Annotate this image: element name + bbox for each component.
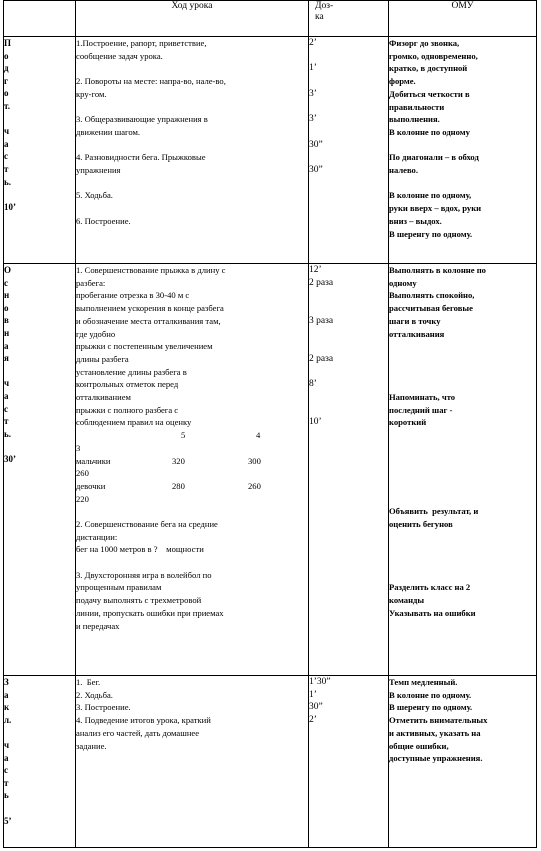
header-col-omu: ОМУ bbox=[389, 1, 537, 37]
section-label-letter: о bbox=[4, 88, 9, 99]
dosage bbox=[309, 676, 389, 848]
omu-line: последний шаг - bbox=[389, 404, 453, 415]
omu-line: правильности bbox=[389, 101, 445, 112]
section-label-letter: т bbox=[4, 416, 9, 427]
section-row-preparatory bbox=[4, 37, 537, 264]
lesson-content bbox=[76, 37, 309, 264]
lesson-line: прыжки с полного разбега с bbox=[76, 404, 179, 415]
lesson-line: движении шагом. bbox=[76, 126, 141, 137]
dosage-value: 3’ bbox=[309, 114, 317, 125]
norms-boys-3: 260 bbox=[76, 468, 89, 479]
norms-boys-4: 300 bbox=[248, 455, 261, 466]
header-col-lesson-course: Ход урока bbox=[76, 1, 309, 37]
dosage-value bbox=[309, 391, 388, 404]
section-label-letter: о bbox=[4, 50, 9, 61]
omu-line bbox=[389, 378, 536, 391]
omu-line-list bbox=[389, 264, 536, 619]
dosage-value bbox=[309, 151, 388, 164]
lesson-line: 3. Общеразвивающие упражнения в bbox=[76, 114, 208, 125]
lesson-line: 2. Повороты на месте: напра-во, нале-во, bbox=[76, 76, 226, 87]
lesson-line: 1.Построение, рапорт, приветствие, bbox=[76, 38, 207, 48]
section-label-letter: а bbox=[4, 391, 9, 402]
dosage-value: 2 раза bbox=[309, 277, 334, 288]
section-label-letter: ь bbox=[4, 790, 9, 801]
header-col-section bbox=[4, 1, 76, 37]
dosage-value bbox=[309, 50, 388, 63]
norms-girls-row-2 bbox=[76, 493, 308, 506]
norms-grade-3: 3 bbox=[76, 442, 81, 453]
dosage-value: 1’ bbox=[309, 63, 317, 74]
dosage-value bbox=[309, 289, 388, 302]
section-label-letter: г bbox=[4, 75, 9, 86]
lesson-content bbox=[76, 264, 309, 676]
omu-line: отталкивания bbox=[389, 328, 445, 339]
omu-line: короткий bbox=[389, 417, 427, 428]
header-col-dosage bbox=[309, 1, 389, 37]
section-label-letter: т bbox=[4, 164, 9, 175]
lesson-plan-table bbox=[3, 0, 537, 848]
dosage-value-list bbox=[309, 37, 388, 177]
omu-notes bbox=[389, 676, 537, 848]
omu-line: команды bbox=[389, 595, 425, 606]
lesson-line: 2. Совершенствование бега на средние bbox=[76, 518, 218, 529]
lesson-line-list bbox=[76, 676, 308, 752]
omu-line: В колонне по одному. bbox=[389, 689, 472, 700]
omu-line: Выполнять спокойно, bbox=[389, 290, 475, 301]
lesson-line: 3. Двухсторонняя игра в волейбол по bbox=[76, 569, 212, 580]
lesson-line bbox=[76, 177, 308, 190]
section-label-letter: с bbox=[4, 403, 8, 414]
omu-notes bbox=[389, 264, 537, 676]
omu-line bbox=[389, 139, 536, 152]
lesson-line: бег на 1000 метров в ? мощности bbox=[76, 544, 204, 555]
lesson-line: дистанции: bbox=[76, 531, 118, 542]
section-label-letter bbox=[4, 440, 75, 453]
omu-line bbox=[389, 454, 536, 467]
lesson-line-list bbox=[76, 505, 308, 632]
lesson-line: прыжки с постепенным увеличением bbox=[76, 341, 213, 352]
section-label-letter: т. bbox=[4, 100, 10, 111]
norms-boys-row-2 bbox=[76, 467, 308, 480]
omu-line bbox=[389, 366, 536, 379]
lesson-line bbox=[76, 202, 308, 215]
norms-girls-5: 280 bbox=[172, 480, 185, 491]
lesson-line: длины разбега bbox=[76, 353, 129, 364]
norms-boys-label: мальчики bbox=[76, 455, 111, 466]
dosage-value: 10’ bbox=[309, 417, 322, 428]
dosage bbox=[309, 264, 389, 676]
lesson-line: 3. Построение. bbox=[76, 702, 131, 713]
omu-line: Объявить результат, и bbox=[389, 506, 479, 517]
omu-line bbox=[389, 556, 536, 569]
section-label-letter: н bbox=[4, 290, 10, 301]
section-row-final bbox=[4, 676, 537, 848]
lesson-line-list bbox=[76, 37, 308, 227]
norms-girls-label: девочки bbox=[76, 480, 106, 491]
section-label-letter: 30’ bbox=[4, 454, 16, 465]
omu-line bbox=[389, 493, 536, 506]
section-label bbox=[4, 37, 76, 264]
dosage-value: 12’ bbox=[309, 265, 322, 275]
dosage-value bbox=[309, 100, 388, 113]
lesson-line: и обозначение места отталкивания там, bbox=[76, 315, 221, 326]
section-label-letter: д bbox=[4, 63, 9, 74]
omu-line: В колонне по одному bbox=[389, 126, 470, 137]
section-label-letter: О bbox=[4, 265, 12, 275]
section-label-letter-list bbox=[4, 37, 75, 214]
dosage-value: 30” bbox=[309, 139, 323, 150]
section-label-letter: а bbox=[4, 752, 9, 763]
lesson-line: 1. Совершенствование прыжка в длину с bbox=[76, 265, 226, 275]
lesson-line bbox=[76, 556, 308, 569]
section-label-letter: в bbox=[4, 315, 9, 326]
lesson-line bbox=[76, 62, 308, 75]
omu-line: доступные упражнения. bbox=[389, 753, 483, 764]
section-label-letter: ч bbox=[4, 378, 10, 389]
section-label-letter: П bbox=[4, 38, 12, 48]
omu-line: одному bbox=[389, 277, 417, 288]
section-label-letter: а bbox=[4, 689, 9, 700]
dosage-value: 30” bbox=[309, 164, 323, 175]
section-label-letter: к bbox=[4, 702, 10, 713]
section-label-letter: ч bbox=[4, 126, 10, 137]
section-label-letter: с bbox=[4, 151, 8, 162]
dosage bbox=[309, 37, 389, 264]
omu-line: Физорг до звонка, bbox=[389, 38, 460, 48]
section-label-letter: я bbox=[4, 353, 9, 364]
lesson-line: отталкиванием bbox=[76, 392, 131, 403]
lesson-line bbox=[76, 139, 308, 152]
section-label-letter-list bbox=[4, 676, 75, 827]
section-label-letter bbox=[4, 802, 75, 815]
lesson-line: анализ его частей, дать домашнее bbox=[76, 727, 200, 738]
omu-line: По диагонали – в обход bbox=[389, 152, 479, 163]
dosage-value: 2’ bbox=[309, 38, 317, 48]
omu-line: В шеренгу по одному. bbox=[389, 702, 473, 713]
omu-line bbox=[389, 467, 536, 480]
dosage-value: 1’ bbox=[309, 689, 317, 700]
lesson-line: выполнением ускорения в конце разбега bbox=[76, 303, 224, 314]
dosage-value-list bbox=[309, 676, 388, 727]
section-label-letter: а bbox=[4, 340, 9, 351]
dosage-value: 3 раза bbox=[309, 315, 334, 326]
dosage-value bbox=[309, 340, 388, 353]
omu-line-list bbox=[389, 37, 536, 240]
omu-line: налево. bbox=[389, 165, 418, 176]
dosage-value bbox=[309, 75, 388, 88]
lesson-line bbox=[76, 505, 308, 518]
lesson-line: 1. Бег. bbox=[76, 677, 101, 687]
section-label bbox=[4, 264, 76, 676]
omu-line: В колонне по одному, bbox=[389, 190, 472, 201]
section-label-letter: ч bbox=[4, 740, 10, 751]
dosage-value: 2 раза bbox=[309, 353, 334, 364]
omu-line: и активных, указать на bbox=[389, 727, 481, 738]
section-label-letter: о bbox=[4, 302, 9, 313]
omu-line: рассчитывая беговые bbox=[389, 303, 473, 314]
omu-line bbox=[389, 543, 536, 556]
lesson-line: соблюдением правил на оценку bbox=[76, 417, 192, 428]
lesson-line: разбега: bbox=[76, 277, 106, 288]
lesson-line: и передачах bbox=[76, 620, 120, 631]
lesson-line: упрощенным правилам bbox=[76, 582, 162, 593]
omu-line bbox=[389, 353, 536, 366]
omu-line: Напоминать, что bbox=[389, 391, 456, 402]
section-label bbox=[4, 676, 76, 848]
lesson-line: 4. Разновидности бега. Прыжковые bbox=[76, 152, 206, 163]
section-label-letter: т bbox=[4, 777, 9, 788]
header-row bbox=[4, 1, 537, 37]
omu-line: громко, одновременно, bbox=[389, 50, 478, 61]
omu-line: кратко, в доступной bbox=[389, 63, 468, 74]
omu-line: оценить бегунов bbox=[389, 518, 453, 529]
section-label-letter bbox=[4, 188, 75, 201]
norms-boys-row bbox=[76, 455, 308, 468]
omu-line-list bbox=[389, 676, 536, 765]
lesson-line: кру-гом. bbox=[76, 88, 107, 99]
dosage-value bbox=[309, 404, 388, 417]
dosage-value bbox=[309, 126, 388, 139]
norms-header-row bbox=[76, 429, 308, 442]
omu-line bbox=[389, 531, 536, 544]
norms-grade-5: 5 bbox=[181, 430, 186, 441]
omu-line: руки вверх – вдох, руки bbox=[389, 203, 482, 214]
dosage-value: 3’ bbox=[309, 88, 317, 99]
dosage-value bbox=[309, 327, 388, 340]
dosage-value: 30” bbox=[309, 702, 323, 713]
omu-line: выполнения. bbox=[389, 114, 440, 125]
norms-table bbox=[76, 429, 308, 505]
lesson-line: контрольных отметок перед bbox=[76, 379, 179, 390]
section-label-letter: л. bbox=[4, 714, 12, 725]
section-label-letter: с bbox=[4, 277, 8, 288]
dosage-value bbox=[309, 302, 388, 315]
lesson-content bbox=[76, 676, 309, 848]
omu-line bbox=[389, 340, 536, 353]
section-row-main bbox=[4, 264, 537, 676]
omu-line: Выполнять в колонне по bbox=[389, 265, 486, 275]
lesson-line: 5. Ходьба. bbox=[76, 190, 113, 201]
lesson-line: 2. Ходьба. bbox=[76, 689, 113, 700]
omu-line bbox=[389, 177, 536, 190]
lesson-line-list bbox=[76, 264, 308, 429]
omu-line bbox=[389, 442, 536, 455]
section-label-letter-list bbox=[4, 264, 75, 466]
omu-line: шаги в точку bbox=[389, 315, 441, 326]
section-label-letter bbox=[4, 726, 75, 739]
section-label-letter: З bbox=[4, 677, 9, 687]
header-dosage-text: Доз- ка bbox=[315, 1, 334, 22]
section-label-letter bbox=[4, 113, 75, 126]
dosage-value bbox=[309, 366, 388, 379]
norms-girls-3: 220 bbox=[76, 493, 89, 504]
section-label-letter bbox=[4, 365, 75, 378]
lesson-line: подачу выполнять с трехметровой bbox=[76, 595, 202, 606]
dosage-value: 8’ bbox=[309, 379, 317, 390]
omu-line: Разделить класс на 2 bbox=[389, 582, 471, 593]
norms-header-row-2 bbox=[76, 442, 308, 455]
section-label-letter: с bbox=[4, 765, 8, 776]
omu-line: общие ошибки, bbox=[389, 740, 449, 751]
section-label-letter: а bbox=[4, 138, 9, 149]
dosage-value-list bbox=[309, 264, 388, 429]
omu-line: Указывать на ошибки bbox=[389, 607, 476, 618]
omu-line bbox=[389, 569, 536, 582]
section-label-letter: ь. bbox=[4, 428, 12, 439]
lesson-line: где удобно bbox=[76, 328, 116, 339]
omu-line: вниз – выдох. bbox=[389, 215, 442, 226]
omu-line: Темп медленный. bbox=[389, 677, 458, 687]
lesson-line: линии, пропускать ошибки при приемах bbox=[76, 607, 224, 618]
lesson-line bbox=[76, 101, 308, 114]
lesson-line: 4. Подведение итогов урока, краткий bbox=[76, 715, 211, 726]
section-label-letter: н bbox=[4, 327, 10, 338]
section-label-letter: 5’ bbox=[4, 815, 12, 826]
lesson-line: упражнения bbox=[76, 164, 121, 175]
section-label-letter: ь. bbox=[4, 176, 12, 187]
omu-line: Отметить внимательных bbox=[389, 715, 488, 726]
norms-girls-row bbox=[76, 480, 308, 493]
omu-notes bbox=[389, 37, 537, 264]
lesson-line: 6. Построение. bbox=[76, 215, 131, 226]
lesson-line: установление длины разбега в bbox=[76, 366, 187, 377]
omu-line bbox=[389, 480, 536, 493]
dosage-value: 2’ bbox=[309, 715, 317, 726]
lesson-line: задание. bbox=[76, 740, 107, 751]
omu-line: форме. bbox=[389, 76, 416, 87]
norms-girls-4: 260 bbox=[248, 480, 261, 491]
lesson-line: сообщение задач урока. bbox=[76, 50, 163, 61]
lesson-line: пробегание отрезка в 30-40 м с bbox=[76, 290, 190, 301]
omu-line: Добиться четкости в bbox=[389, 88, 470, 99]
omu-line: В шеренгу по одному. bbox=[389, 228, 473, 239]
section-label-letter: 10’ bbox=[4, 201, 16, 212]
norms-boys-5: 320 bbox=[172, 455, 185, 466]
norms-grade-4: 4 bbox=[256, 430, 261, 441]
dosage-value: 1’30” bbox=[309, 677, 331, 687]
omu-line bbox=[389, 429, 536, 442]
